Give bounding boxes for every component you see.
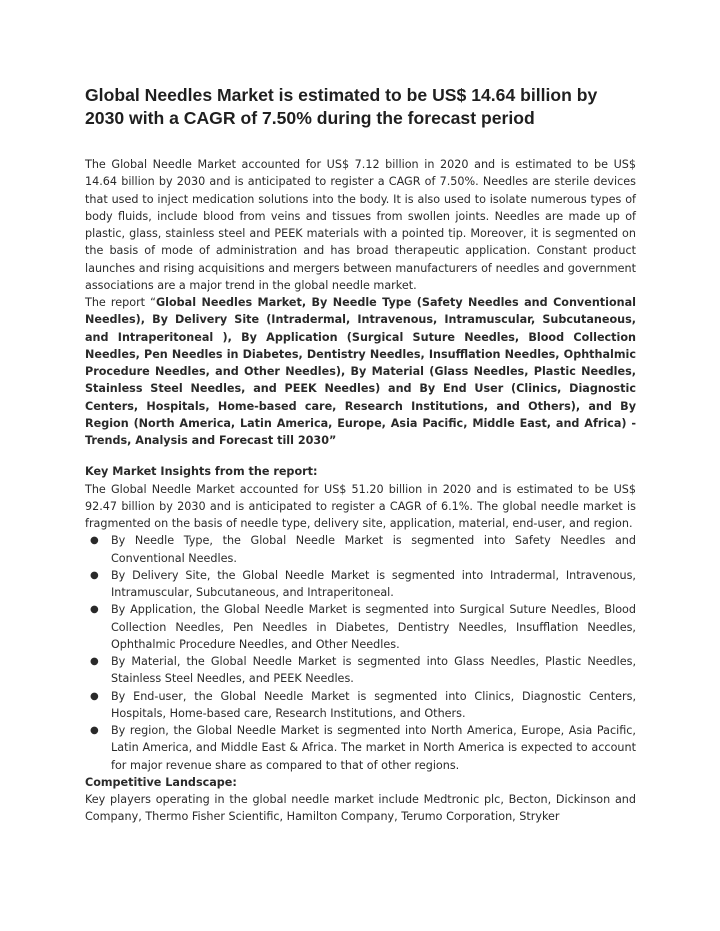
report-title: Global Needles Market, By Needle Type (Safety Needles and Conventional Needles), By Delivery Site (Intradermal, Intravenous, Intramuscular, Subcutaneous, and Intraperitoneal ), By Application (Surgical Suture Needles, Blood Collection Needles, Pen Needles in Diabetes, Dentistry Needles, Insufflation Needles, Ophthalmic Procedure Needles, and Other Needles), By Material (Glass Needles, Plastic Needles, Stainless Steel Needles, and PEEK Needles) and By End User (Clinics, Diagnostic Centers, Hospitals, Home-based care, Research Institutions, and Others), and By Region (North America, Latin America, Europe, Asia Pacific, Middle East, and Africa) - Trends, Analysis and Forecast till 2030” xyxy=(85,296,636,447)
insights-bullet-list xyxy=(85,532,636,774)
bullet-icon: ● xyxy=(90,725,99,736)
bullet-icon: ● xyxy=(90,535,99,547)
list-item-text: By region, the Global Needle Market is segmented into North America, Europe, Asia Pacific, Latin America, and Middle East & Africa. The market in North America is expected to account for major revenue share as compared to that of other regions. xyxy=(111,724,636,772)
list-item xyxy=(85,532,636,567)
list-item-text: By Material, the Global Needle Market is segmented into Glass Needles, Plastic Needles, Stainless Steel Needles, and PEEK Needles. xyxy=(111,655,636,686)
insights-heading: Key Market Insights from the report: xyxy=(85,465,318,479)
list-item-text: By Delivery Site, the Global Needle Market is segmented into Intradermal, Intravenous, Intramuscular, Subcutaneous, and Intraperitoneal. xyxy=(111,568,636,599)
insights-paragraph: The Global Needle Market accounted for US$ 51.20 billion in 2020 and is estimated to be US$ 92.47 billion by 2030 and is anticipated to register a CAGR of 6.1%. The global needle market is fragmented on the basis of needle type, delivery site, application, material, end-user, and region. xyxy=(85,482,636,530)
competitive-heading: Competitive Landscape: xyxy=(85,775,237,789)
list-item xyxy=(85,601,636,653)
bullet-icon: ● xyxy=(90,604,99,616)
bullet-icon: ● xyxy=(90,690,99,702)
report-prefix: The report “ xyxy=(85,296,156,309)
report-paragraph xyxy=(85,294,636,449)
list-item xyxy=(85,722,636,774)
list-item-text: By Application, the Global Needle Market is segmented into Surgical Suture Needles, Blood Collection Needles, Pen Needles in Diabetes, Dentistry Needles, Insufflation Needles, Ophthalmic Procedure Needles, and Other Needles. xyxy=(111,603,636,651)
list-item xyxy=(85,653,636,688)
document-body xyxy=(85,156,636,826)
competitive-paragraph: Key players operating in the global needle market include Medtronic plc, Becton, Dickinson and Company, Thermo Fisher Scientific, Hamilton Company, Terumo Corporation, Stryker xyxy=(85,793,636,824)
intro-paragraph: The Global Needle Market accounted for US$ 7.12 billion in 2020 and is estimated to be US$ 14.64 billion by 2030 and is anticipated to register a CAGR of 7.50%. Needles are sterile devices that used to inject medication solutions into the body. It is also used to isolate numerous types of body fluids, include blood from veins and tissues from swollen joints. Needles are made up of plastic, glass, stainless steel and PEEK materials with a pointed tip. Moreover, it is segmented on the basis of mode of administration and has broad therapeutic application. Constant product launches and rising acquisitions and mergers between manufacturers of needles and government associations are a major trend in the global needle market. xyxy=(85,158,636,292)
list-item-text: By End-user, the Global Needle Market is segmented into Clinics, Diagnostic Centers, Hospitals, Home-based care, Research Institutions, and Others. xyxy=(111,689,636,720)
bullet-icon: ● xyxy=(90,569,99,581)
document-title: Global Needles Market is estimated to be US$ 14.64 billion by 2030 with a CAGR of 7.50% during the forecast period xyxy=(85,85,598,128)
list-item-text: By Needle Type, the Global Needle Market is segmented into Safety Needles and Conventional Needles. xyxy=(111,534,636,565)
list-item xyxy=(85,688,636,723)
list-item xyxy=(85,567,636,602)
bullet-icon: ● xyxy=(90,656,99,667)
